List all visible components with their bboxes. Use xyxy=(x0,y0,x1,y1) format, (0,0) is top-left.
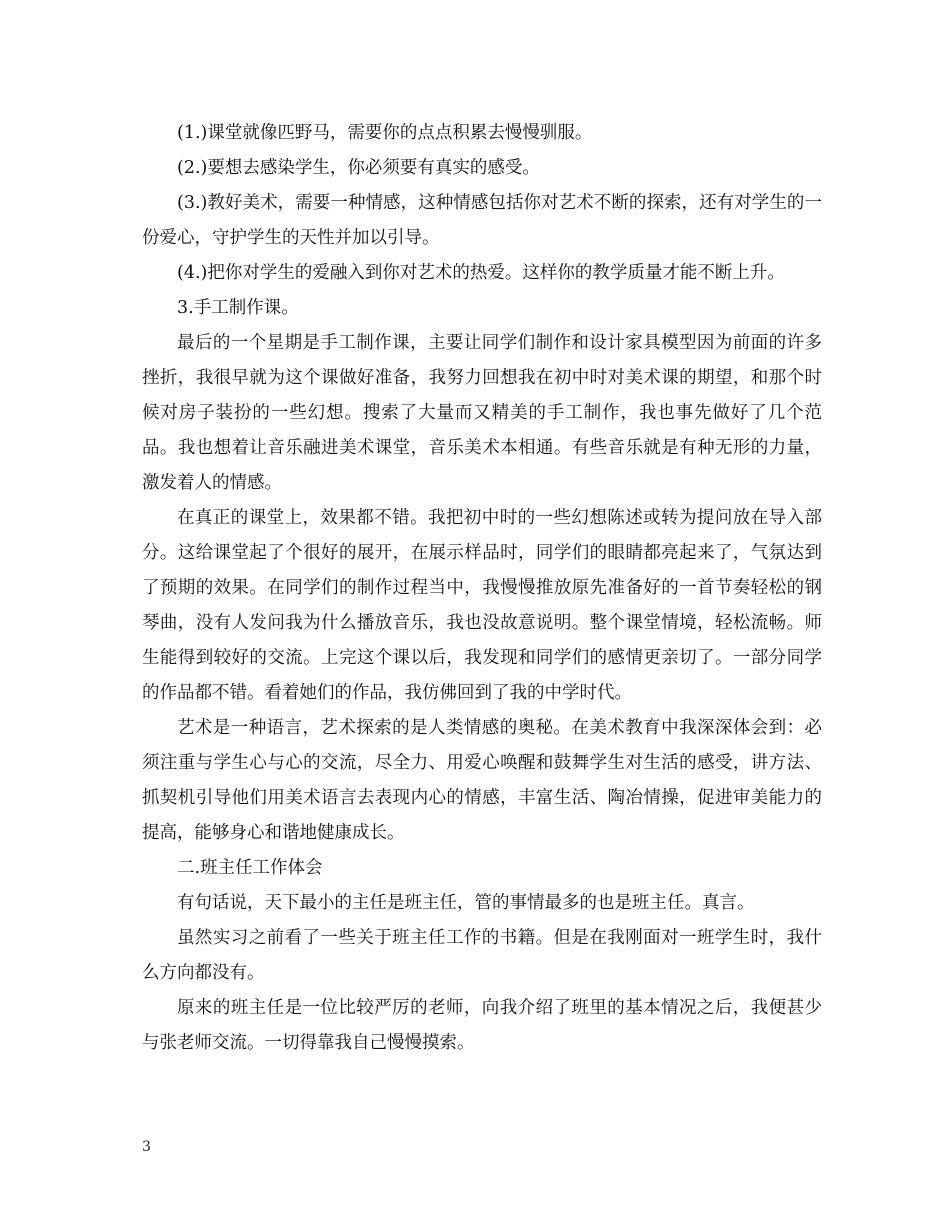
section-heading: 二.班主任工作体会 xyxy=(177,858,323,878)
document-body xyxy=(142,116,822,1061)
paragraph: 艺术是一种语言，艺术探索的是人类情感的奥秘。在美术教育中我深深体会到：必须注重与学生心与心的交流，尽全力、用爱心唤醒和鼓舞学生对生活的感受，讲方法、抓契机引导他们用美术语言去表现内心的情感，丰富生活、陶冶情操，促进审美能力的提高，能够身心和谐地健康成长。 xyxy=(142,718,822,843)
section-heading: 3.手工制作课。 xyxy=(177,298,299,318)
paragraph: 最后的一个星期是手工制作课，主要让同学们制作和设计家具模型因为前面的许多挫折，我很早就为这个课做好准备，我努力回想我在初中时对美术课的期望，和那个时候对房子装扮的一些幻想。搜索了大量而又精美的手工制作，我也事先做好了几个范品。我也想着让音乐融进美术课堂，音乐美术本相通。有些音乐就是有种无形的力量，激发着人的情感。 xyxy=(142,333,822,493)
paragraph: (2.)要想去感染学生，你必须要有真实的感受。 xyxy=(177,158,540,178)
paragraph: 虽然实习之前看了一些关于班主任工作的书籍。但是在我刚面对一班学生时，我什么方向都没有。 xyxy=(142,928,822,983)
paragraph: 有句话说，天下最小的主任是班主任，管的事情最多的也是班主任。真言。 xyxy=(177,893,755,913)
paragraph: (1.)课堂就像匹野马，需要你的点点积累去慢慢驯服。 xyxy=(177,123,593,143)
paragraph: 原来的班主任是一位比较严厉的老师，向我介绍了班里的基本情况之后，我便甚少与张老师交流。一切得靠我自己慢慢摸索。 xyxy=(142,998,822,1053)
paragraph: 在真正的课堂上，效果都不错。我把初中时的一些幻想陈述或转为提问放在导入部分。这给课堂起了个很好的展开，在展示样品时，同学们的眼睛都亮起来了，气氛达到了预期的效果。在同学们的制作过程当中，我慢慢推放原先准备好的一首节奏轻松的钢琴曲，没有人发问我为什么播放音乐，我也没故意说明。整个课堂情境，轻松流畅。师生能得到较好的交流。上完这个课以后，我发现和同学们的感情更亲切了。一部分同学的作品都不错。看着她们的作品，我仿佛回到了我的中学时代。 xyxy=(142,508,822,703)
paragraph: (4.)把你对学生的爱融入到你对艺术的热爱。这样你的教学质量才能不断上升。 xyxy=(177,263,785,283)
paragraph: (3.)教好美术，需要一种情感，这种情感包括你对艺术不断的探索，还有对学生的一份爱心，守护学生的天性并加以引导。 xyxy=(142,193,822,248)
page-number: 3 xyxy=(142,1139,151,1155)
